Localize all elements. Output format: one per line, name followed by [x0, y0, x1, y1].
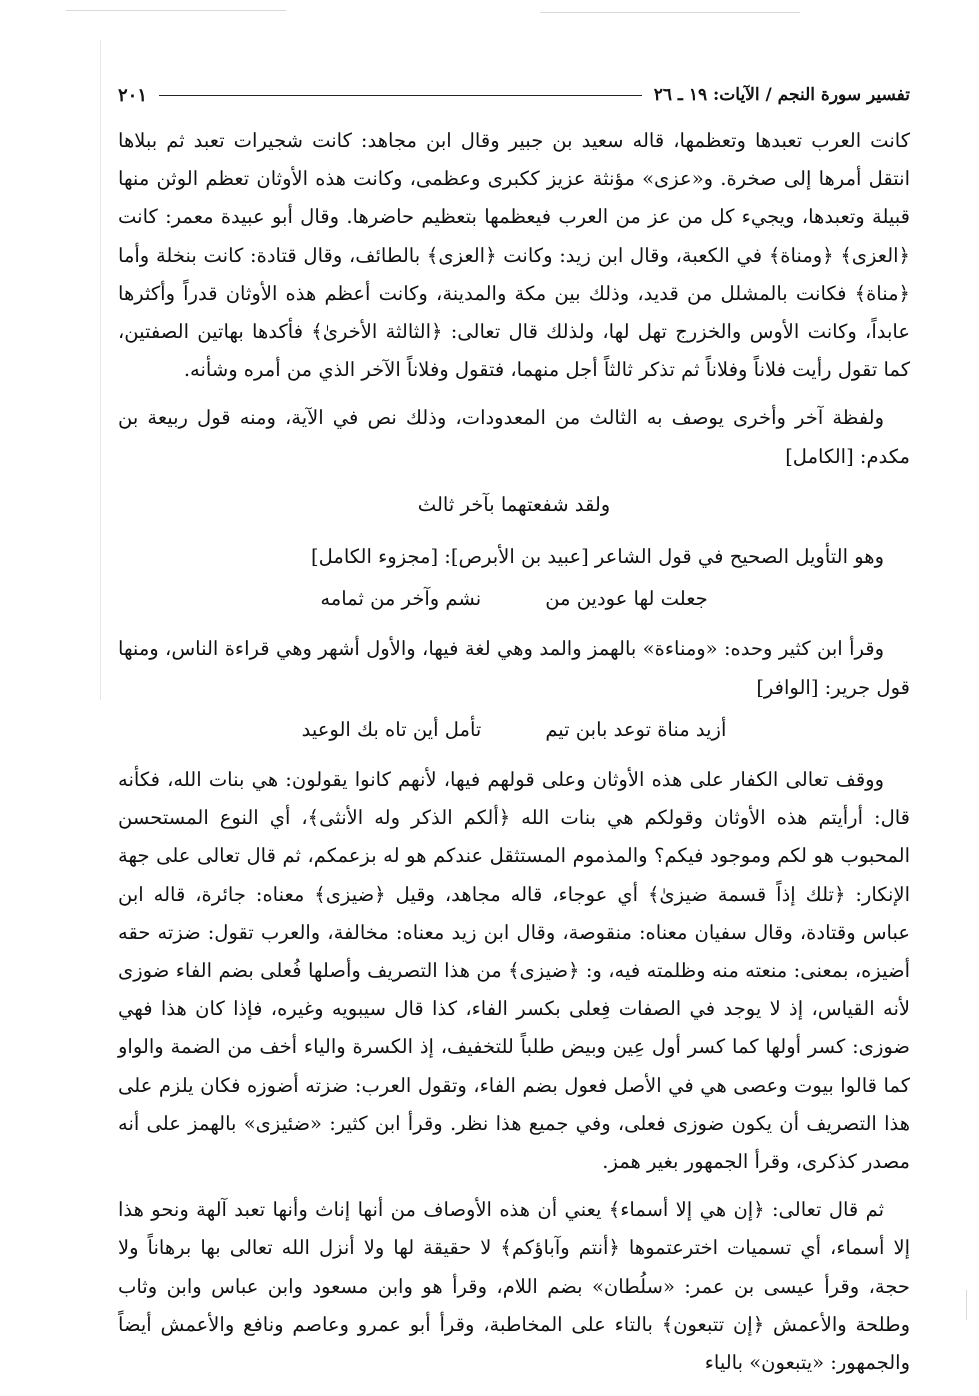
page-number: ٢٠١	[118, 84, 148, 106]
paragraph-2: ولفظة آخر وأخرى يوصف به الثالث من المعدودات، وذلك نص في الآية، ومنه قول ربيعة بن مكدم: [الكامل]	[118, 406, 910, 468]
verse-jarir	[118, 711, 910, 749]
header-rule	[159, 95, 642, 96]
page-header	[118, 80, 910, 110]
verse-jarir-hemistich-1: أزيد مناة توعد بابن تيم	[545, 717, 727, 741]
scan-line-top-right	[540, 12, 800, 13]
paragraph-1: كانت العرب تعبدها وتعظمها، قاله سعيد بن جبير وقال ابن مجاهد: كانت شجيرات تعبد ثم ببلاها انتقل أمرها إلى صخرة. و«عزى» مؤنثة عزيز ككبرى وعظمى، وكانت هذه الأوثان تعظم الوثن منها قبيلة وتعبدها، ويجيء كل من عز من العرب فيعظمها بتعظيم حاضرها. وقال أبو عبيدة معمر: كانت ﴿العزى﴾ ﴿ومناة﴾ في الكعبة، وقال ابن زيد: وكانت ﴿العزى﴾ بالطائف، وقال قتادة: كانت بنخلة وأما ﴿مناة﴾ فكانت بالمشلل من قديد، وذلك بين مكة والمدينة، وكانت أعظم هذه الأوثان قدراً وأكثرها عابداً، وكانت الأوس والخزرج تهل لها، ولذلك قال تعالى: ﴿الثالثة الأخرىٰ﴾ فأكدها بهاتين الصفتين، كما تقول رأيت فلاناً وفلاناً ثم تذكر ثالثاً أجل منهما، فتقول وفلاناً الآخر الذي من أمره وشأنه.	[118, 129, 910, 382]
verse-jarir-hemistich-2: تأمل أين تاه بك الوعيد	[301, 717, 482, 741]
paragraph-4: وقرأ ابن كثير وحده: «ومناءة» بالهمز والمد وهي لغة فيها، والأول أشهر وهي قراءة الناس، ومنها قول جرير: [الوافر]	[118, 637, 910, 699]
paragraph-3: وهو التأويل الصحيح في قول الشاعر [عبيد بن الأبرص]: [مجزوء الكامل]	[311, 545, 884, 569]
paragraph-5: ووقف تعالى الكفار على هذه الأوثان وعلى قولهم فيها، لأنهم كانوا يقولون: هي بنات الله، فكأنه قال: أرأيتم هذه الأوثان وقولكم هي بنات الله ﴿ألكم الذكر وله الأنثى﴾، أي النوع المستحسن المحبوب هو لكم وموجود فيكم؟ والمذموم المستثقل عندكم هو له بزعمكم، ثم قال تعالى على جهة الإنكار: ﴿تلك إذاً قسمة ضيزىٰ﴾ أي عوجاء، قاله مجاهد، وقيل ﴿ضيزى﴾ معناه: جائرة، قاله ابن عباس وقتادة، وقال سفيان معناه: منقوصة، وقال ابن زيد معناه: مخالفة، والعرب تقول: ضزته حقه أضيزه، بمعنى: منعته منه وظلمته فيه، و: ﴿ضيزى﴾ من هذا التصريف وأصلها فُعلى بضم الفاء ضوزى لأنه القياس، إذ لا يوجد في الصفات فِعلى بكسر الفاء، كذا قال سيبويه وغيره، فإذا كان هذا فهي ضوزى: كسر أولها كما كسر أول عِين وبيض طلباً للتخفيف، إذ الكسرة والياء أخف من الضمة والواو كما قالوا بيوت وعصى هي في الأصل فعول بضم الفاء، وتقول العرب: ضزته أضوزه فكان يلزم على هذا التصريف أن يكون ضوزى فعلى، وفي جميع هذا نظر. وقرأ ابن كثير: «ضئيزى» بالهمز على أنه مصدر كذكرى، وقرأ الجمهور بغير همز.	[118, 768, 910, 1174]
verse-abid-hemistich-2: نشم وآخر من ثمامه	[320, 587, 482, 611]
running-title: تفسير سورة النجم / الآيات: ١٩ ـ ٢٦	[653, 85, 910, 105]
scan-line-right	[966, 1290, 967, 1320]
verse-abid-hemistich-1: جعلت لها عودين من	[545, 587, 708, 611]
page-body	[118, 122, 910, 1382]
verse-abid	[118, 580, 910, 618]
scan-line-top-left	[66, 10, 286, 11]
scan-line-left	[100, 40, 101, 700]
verse-rabia: ولقد شفعتهما بآخر ثالث	[417, 492, 611, 516]
paragraph-6: ثم قال تعالى: ﴿إن هي إلا أسماء﴾ يعني أن هذه الأوصاف من أنها إناث وأنها تعبد آلهة ونحو هذا إلا أسماء، أي تسميات اخترعتموها ﴿أنتم وآباؤكم﴾ لا حقيقة لها ولا أنزل الله تعالى بها برهاناً ولا حجة، وقرأ عيسى بن عمر: «سلُطان» بضم اللام، وقرأ هو وابن مسعود وابن عباس وابن وثاب وطلحة والأعمش ﴿إن تتبعون﴾ بالتاء على المخاطبة، وقرأ أبو عمرو وعاصم ونافع والأعمش أيضاً والجمهور: «يتبعون» بالياء	[118, 1198, 910, 1375]
